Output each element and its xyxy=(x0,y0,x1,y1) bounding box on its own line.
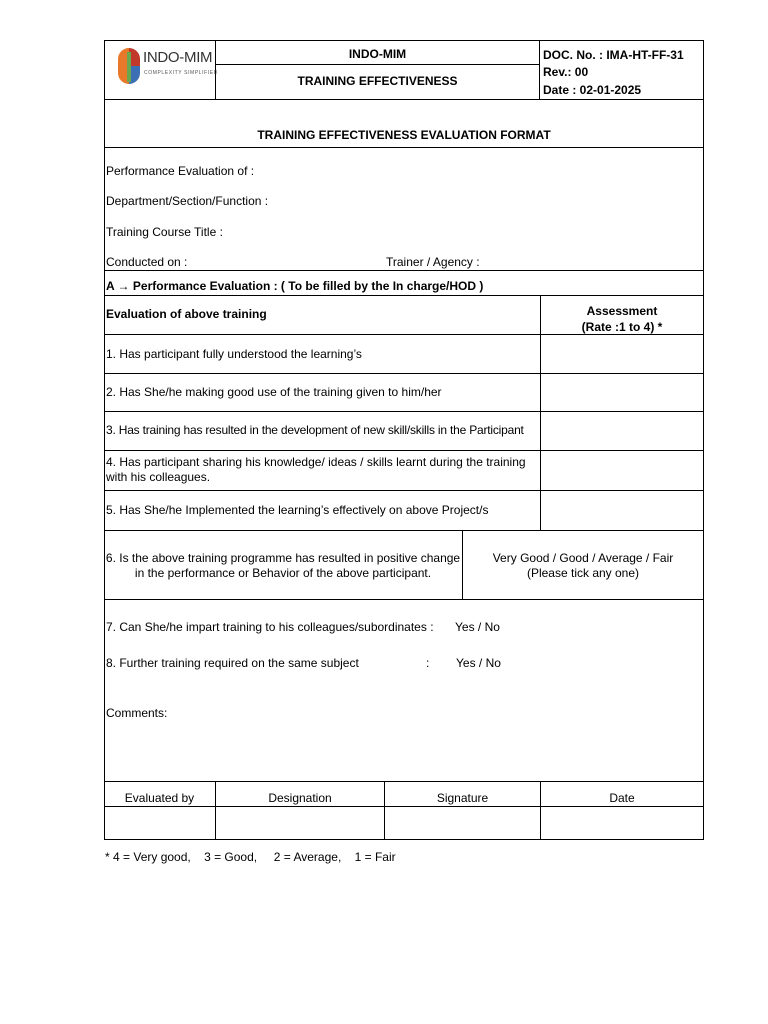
date-header: Date xyxy=(609,791,635,805)
date-cell[interactable] xyxy=(541,807,703,839)
evaluated-by-cell[interactable] xyxy=(105,807,215,839)
comments-field[interactable] xyxy=(105,722,703,780)
assessment-rate-note: (Rate :1 to 4) * xyxy=(581,320,663,334)
question-6-options[interactable]: Very Good / Good / Average / Fair xyxy=(492,551,674,565)
table-border xyxy=(104,530,704,531)
table-border xyxy=(104,839,704,840)
rating-footnote: * 4 = Very good, 3 = Good, 2 = Average, 1 = Fair xyxy=(105,850,396,864)
question-5: 5. Has She/he Implemented the learning’s effectively on above Project/s xyxy=(106,503,489,517)
question-8-colon: : xyxy=(426,656,430,670)
table-border xyxy=(104,40,105,840)
signature-cell[interactable] xyxy=(385,807,540,839)
table-border xyxy=(104,295,704,296)
question-6-instruction: (Please tick any one) xyxy=(526,566,640,580)
table-border xyxy=(104,99,704,100)
evaluation-header-label: Evaluation of above training xyxy=(106,307,267,321)
logo-mark-icon xyxy=(116,46,142,86)
form-title: TRAINING EFFECTIVENESS xyxy=(297,74,458,88)
course-title-label: Training Course Title : xyxy=(106,225,223,239)
assessment-cell-q1[interactable] xyxy=(541,335,703,373)
question-7: 7. Can She/he impart training to his colleagues/subordinates : xyxy=(106,620,434,634)
question-2: 2. Has She/he making good use of the training given to him/her xyxy=(106,385,442,399)
table-border xyxy=(104,599,704,600)
question-4-line-2: with his colleagues. xyxy=(106,470,211,484)
trainer-agency-label: Trainer / Agency : xyxy=(386,255,480,269)
revision: Rev.: 00 xyxy=(543,65,589,79)
evaluated-by-header: Evaluated by xyxy=(124,791,195,805)
question-7-options[interactable]: Yes / No xyxy=(455,620,500,634)
question-3: 3. Has training has resulted in the development of new skill/skills in the Participant xyxy=(106,423,524,437)
table-border xyxy=(104,781,704,782)
table-border xyxy=(462,530,463,600)
doc-number: DOC. No. : IMA-HT-FF-31 xyxy=(543,48,684,62)
assessment-cell-q5[interactable] xyxy=(541,491,703,530)
question-6-line-2: in the performance or Behavior of the above participant. xyxy=(134,566,432,580)
table-border xyxy=(539,40,540,99)
question-4-line-1: 4. Has participant sharing his knowledge/ ideas / skills learnt during the training xyxy=(106,455,526,469)
table-border xyxy=(703,40,704,840)
assessment-cell-q4[interactable] xyxy=(541,451,703,490)
designation-cell[interactable] xyxy=(216,807,384,839)
question-1: 1. Has participant fully understood the learning’s xyxy=(106,347,362,361)
question-8: 8. Further training required on the same subject xyxy=(106,656,359,670)
department-label: Department/Section/Function : xyxy=(106,194,269,208)
table-border xyxy=(104,40,704,41)
conducted-on-label: Conducted on : xyxy=(106,255,188,269)
table-border xyxy=(104,270,704,271)
section-a-heading: A → Performance Evaluation : ( To be filled by the In charge/HOD ) xyxy=(106,279,484,293)
logo-tagline: COMPLEXITY SIMPLIFIED xyxy=(144,70,218,76)
main-title: TRAINING EFFECTIVENESS EVALUATION FORMAT xyxy=(257,128,551,142)
question-6-line-1: 6. Is the above training programme has resulted in positive change xyxy=(105,551,461,565)
question-8-options[interactable]: Yes / No xyxy=(456,656,501,670)
assessment-cell-q2[interactable] xyxy=(541,374,703,411)
signature-header: Signature xyxy=(436,791,489,805)
doc-date: Date : 02-01-2025 xyxy=(543,83,642,97)
company-logo xyxy=(114,44,218,88)
assessment-cell-q3[interactable] xyxy=(541,412,703,450)
performance-evaluation-of-label: Performance Evaluation of : xyxy=(106,164,255,178)
table-border xyxy=(104,147,704,148)
logo-wordmark: INDO-MIM xyxy=(143,49,213,66)
designation-header: Designation xyxy=(268,791,332,805)
assessment-header: Assessment xyxy=(586,304,658,318)
table-border xyxy=(215,64,540,65)
comments-label: Comments: xyxy=(106,706,168,720)
company-name: INDO-MIM xyxy=(348,47,407,61)
